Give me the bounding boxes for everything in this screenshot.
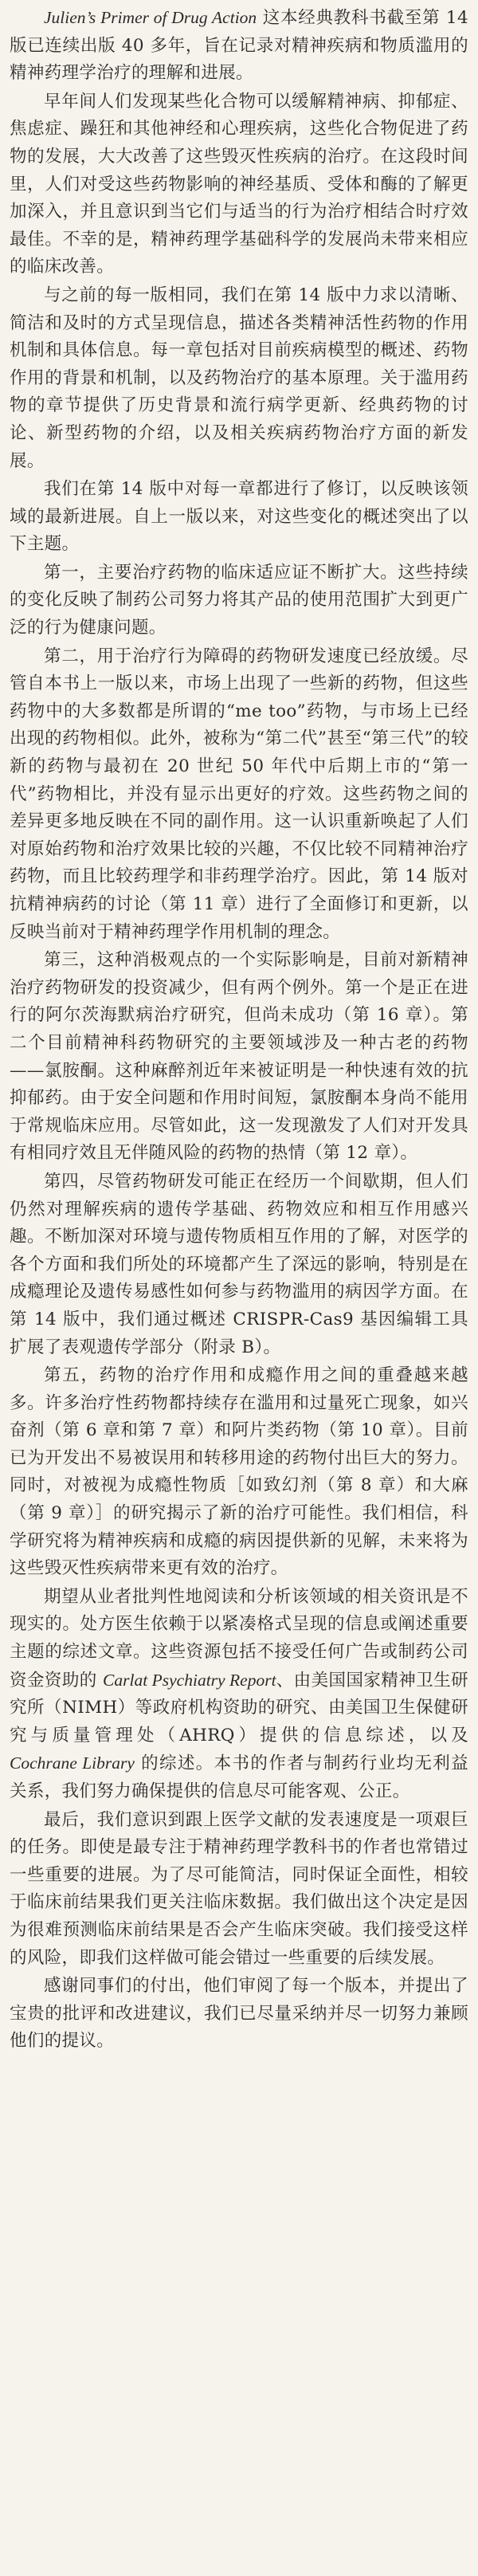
body-paragraph — [10, 1168, 468, 1361]
paragraph-text: 这本经典教科书截至第 14 版已连续出版 40 多年，旨在记录对精神疾病和物质滥用的精神药理学治疗的理解和进展。 — [10, 8, 468, 84]
italic-title-text: Julien’s Primer of Drug Action — [44, 8, 257, 27]
paragraph-text: 最后，我们意识到跟上医学文献的发表速度是一项艰巨的任务。即使是最专注于精神药理学教科书的作者也常错过一些重要的进展。为了尽可能简洁，同时保证全面性，相较于临床前结果我们更关注临床数据。我们做出这个决定是因为很难预测临床前结果是否会产生临床突破。我们接受这样的风险，即我们这样做可能会错过一些重要的后续发展。 — [10, 1809, 468, 1968]
paragraph-text: 第五，药物的治疗作用和成瘾作用之间的重叠越来越多。许多治疗性药物都持续存在滥用和过量死亡现象，如兴奋剂（第 6 章和第 7 章）和阿片类药物（第 10 章）。目前已为开发出不易被误用和转移用途的药物付出巨大的努力。同时，对被视为成瘾性物质［如致幻剂（第 8 章）和大麻（第 9 章）］的研究揭示了新的治疗可能性。我们相信，科学研究将为精神疾病和成瘾的病因提供新的见解，未来将为这些毁灭性疾病带来更有效的治疗。 — [10, 1365, 468, 1579]
paragraph-text: 我们在第 14 版中对每一章都进行了修订，以反映该领域的最新进展。自上一版以来，对这些变化的概述突出了以下主题。 — [10, 479, 468, 555]
paragraph-text: 与之前的每一版相同，我们在第 14 版中力求以清晰、简洁和及时的方式呈现信息，描述各类精神活性药物的作用机制和具体信息。每一章包括对目前疾病模型的概述、药物作用的背景和机制，以及药物治疗的基本原理。关于滥用药物的章节提供了历史背景和流行病学更新、经典药物的讨论、新型药物的介绍，以及相关疾病药物治疗方面的新发展。 — [10, 285, 468, 471]
paragraph-text: 第二，用于治疗行为障碍的药物研发速度已经放缓。尽管自本书上一版以来，市场上出现了一些新的药物，但这些药物中的大多数都是所谓的“me too”药物，与市场上已经出现的药物相似。此外，被称为“第二代”甚至“第三代”的较新的药物与最初在 20 世纪 50 年代中后期上市的“第一代”药物相比，并没有显示出更好的疗效。这些药物之间的差异更多地反映在不同的副作用。这一认识重新唤起了人们对原始药物和治疗效果比较的兴趣，不仅比较不同精神治疗药物，而且比较药理学和非药理学治疗。因此，第 14 版对抗精神病药的讨论（第 11 章）进行了全面修订和更新，以反映当前对于精神药理学作用机制的理念。 — [10, 646, 468, 942]
body-paragraph — [10, 947, 468, 1168]
italic-title-text: Cochrane Library — [10, 1753, 135, 1773]
body-paragraph — [10, 4, 468, 88]
paragraph-text: 第一，主要治疗药物的临床适应证不断扩大。这些持续的变化反映了制药公司努力将其产品的使用范围扩大到更广泛的行为健康问题。 — [10, 562, 468, 638]
paragraph-text: 感谢同事们的付出，他们审阅了每一个版本，并提出了宝贵的批评和改进建议，我们已尽量采纳并尽一切努力兼顾他们的提议。 — [10, 1976, 468, 2052]
body-paragraph — [10, 1807, 468, 1973]
body-paragraph — [10, 560, 468, 642]
body-paragraph — [10, 643, 468, 947]
paragraph-text: 期望从业者批判性地阅读和分析该领域的相关资讯是不现实的。处方医生依赖于以紧凑格式呈现的信息或阐述重要主题的综述文章。这些资源包括不接受任何广告或制药公司资金资助的 — [10, 1586, 468, 1690]
paragraph-text: 第四，尽管药物研发可能正在经历一个间歇期，但人们仍然对理解疾病的遗传学基础、药物效应和相互作用感兴趣。不断加深对环境与遗传物质相互作用的了解，对医学的各个方面和我们所处的环境都产生了深远的影响，特别是在成瘾理论及遗传易感性如何参与药物滥用的病因学方面。在第 14 版中，我们通过概述 CRISPR-Cas9 基因编辑工具扩展了表观遗传学部分（附录 B）。 — [10, 1171, 468, 1357]
body-paragraph — [10, 88, 468, 281]
paragraph-text: 早年间人们发现某些化合物可以缓解精神病、抑郁症、焦虑症、躁狂和其他神经和心理疾病，这些化合物促进了药物的发展，大大改善了这些毁灭性疾病的治疗。在这段时间里，人们对受这些药物影响的神经基质、受体和酶的了解更加深入，并且意识到当它们与适当的行为治疗相结合时疗效最佳。不幸的是，精神药理学基础科学的发展尚未带来相应的临床改善。 — [10, 91, 468, 277]
paragraph-text: 、由美国国家精神卫生研究所（NIMH）等政府机构资助的研究、由美国卫生保健研究与质量管理处（AHRQ）提供的信息综述，以及 — [10, 1670, 468, 1745]
body-paragraph — [10, 476, 468, 559]
body-paragraph — [10, 1973, 468, 2056]
paragraph-text: 的综述。本书的作者与制药行业均无利益关系，我们努力确保提供的信息尽可能客观、公正。 — [10, 1753, 468, 1801]
italic-title-text: Carlat Psychiatry Report — [103, 1670, 276, 1690]
body-paragraph — [10, 282, 468, 475]
body-paragraph — [10, 1584, 468, 1806]
paragraph-text: 第三，这种消极观点的一个实际影响是，目前对新精神治疗药物研发的投资减少，但有两个例外。第一个是正在进行的阿尔茨海默病治疗研究，但尚未成功（第 16 章）。第二个目前精神科药物研究的主要领域涉及一种古老的药物——氯胺酮。这种麻醉剂近年来被证明是一种快速有效的抗抑郁药。由于安全问题和作用时间短，氯胺酮本身尚不能用于常规临床应用。尽管如此，这一发现激发了人们对开发具有相同疗效且无伴随风险的药物的热情（第 12 章）。 — [10, 950, 468, 1164]
body-paragraph — [10, 1362, 468, 1583]
